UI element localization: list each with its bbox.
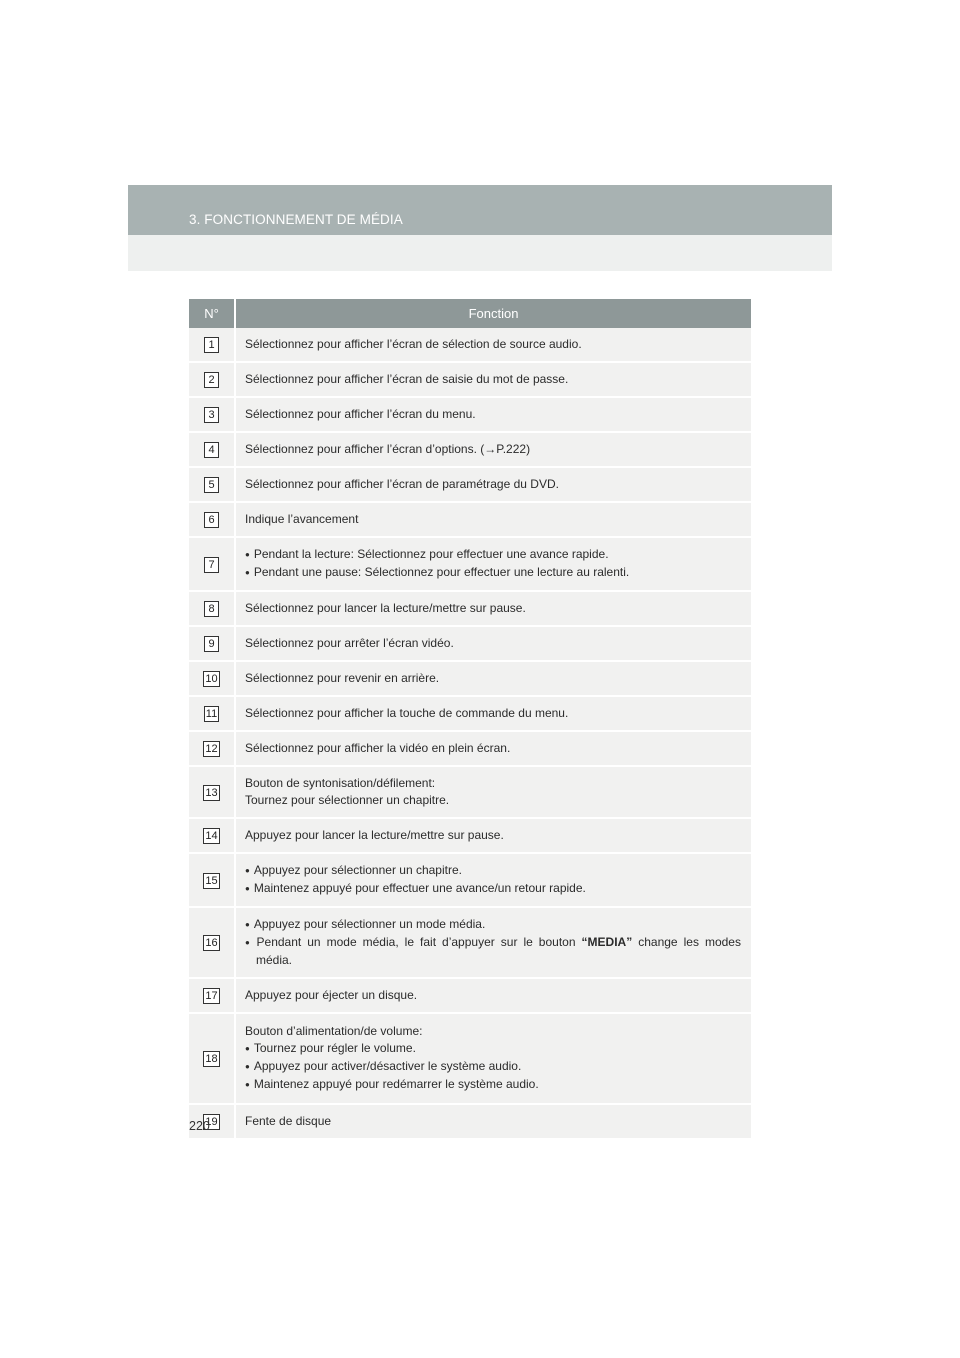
row-bullet: ● Pendant une pause: Sélectionnez pour effectuer une lecture au ralenti. bbox=[245, 564, 741, 582]
row-number-badge: 5 bbox=[204, 477, 219, 493]
row-bullet: ● Maintenez appuyé pour effectuer une avance/un retour rapide. bbox=[245, 880, 741, 898]
row-description: Sélectionnez pour afficher la touche de commande du menu. bbox=[245, 706, 569, 720]
table-row bbox=[189, 626, 751, 661]
table-row bbox=[189, 537, 751, 591]
row-bullet: ● Appuyez pour sélectionner un chapitre. bbox=[245, 862, 741, 880]
row-number-badge: 14 bbox=[205, 830, 218, 842]
table-row bbox=[189, 467, 751, 502]
row-bullet: ● Tournez pour régler le volume. bbox=[245, 1040, 741, 1058]
table-row bbox=[189, 696, 751, 731]
row-description: Sélectionnez pour revenir en arrière. bbox=[245, 671, 440, 685]
media-button-label: “MEDIA” bbox=[581, 935, 633, 949]
table-row bbox=[189, 1013, 751, 1104]
row-bullet bbox=[245, 934, 741, 969]
column-header-number: N° bbox=[189, 299, 235, 328]
table-row bbox=[189, 362, 751, 397]
row-description: Indique l’avancement bbox=[245, 512, 359, 526]
row-description: Fente de disque bbox=[245, 1114, 332, 1128]
row-description: Sélectionnez pour afficher l’écran de paramétrage du DVD. bbox=[245, 477, 559, 491]
row-line: Bouton de syntonisation/défilement: bbox=[245, 776, 436, 790]
row-number-badge: 12 bbox=[205, 743, 218, 755]
row-bullet: ● Maintenez appuyé pour redémarrer le système audio. bbox=[245, 1076, 741, 1094]
row-number-badge: 18 bbox=[205, 1053, 218, 1065]
row-number-badge: 10 bbox=[205, 673, 218, 685]
row-description: Sélectionnez pour afficher l’écran de sélection de source audio. bbox=[245, 337, 582, 351]
table-row bbox=[189, 907, 751, 978]
row-bullet: ● Pendant la lecture: Sélectionnez pour effectuer une avance rapide. bbox=[245, 546, 741, 564]
row-description: Appuyez pour éjecter un disque. bbox=[245, 988, 418, 1002]
table-row bbox=[189, 766, 751, 818]
row-number-badge: 8 bbox=[204, 601, 219, 617]
table-row bbox=[189, 502, 751, 537]
row-description: Sélectionnez pour afficher la vidéo en plein écran. bbox=[245, 741, 511, 755]
row-bullet: ● Appuyez pour sélectionner un mode média. bbox=[245, 916, 741, 934]
row-number-badge: 4 bbox=[204, 442, 219, 458]
header-band bbox=[128, 185, 832, 235]
table-row bbox=[189, 731, 751, 766]
row-number-badge: 13 bbox=[205, 786, 218, 799]
row-number-badge: 3 bbox=[204, 407, 219, 423]
row-description: Sélectionnez pour afficher l’écran du menu. bbox=[245, 407, 476, 421]
row-bullet-text: Pendant un mode média, le fait d’appuyer sur le bouton bbox=[256, 935, 582, 949]
table-header-row bbox=[189, 299, 751, 328]
table-row bbox=[189, 818, 751, 853]
table-row bbox=[189, 661, 751, 696]
table-row bbox=[189, 328, 751, 362]
row-number-badge: 6 bbox=[204, 512, 219, 528]
row-number-badge: 2 bbox=[204, 372, 219, 388]
table-row bbox=[189, 1104, 751, 1139]
row-number-badge: 9 bbox=[204, 636, 219, 652]
row-bullet: ● Appuyez pour activer/désactiver le système audio. bbox=[245, 1058, 741, 1076]
row-description: Sélectionnez pour afficher l’écran d’options. (→P.222) bbox=[245, 442, 531, 456]
row-number-badge: 15 bbox=[205, 874, 218, 887]
row-number-badge: 16 bbox=[205, 937, 218, 949]
row-number-badge: 11 bbox=[205, 708, 218, 720]
table-row bbox=[189, 432, 751, 467]
table-row bbox=[189, 397, 751, 432]
row-number-badge: 17 bbox=[205, 990, 218, 1002]
table-row bbox=[189, 978, 751, 1013]
row-description: Sélectionnez pour afficher l’écran de saisie du mot de passe. bbox=[245, 372, 569, 386]
header-sub-band bbox=[128, 235, 832, 271]
row-description: Appuyez pour lancer la lecture/mettre sur pause. bbox=[245, 828, 504, 842]
row-bullet-text: change les modes média. bbox=[256, 935, 741, 967]
row-line: Bouton d’alimentation/de volume: bbox=[245, 1024, 423, 1038]
row-number-badge: 1 bbox=[204, 337, 219, 353]
row-number-badge: 19 bbox=[205, 1116, 218, 1128]
row-description: Sélectionnez pour arrêter l’écran vidéo. bbox=[245, 636, 454, 650]
section-title: 3. FONCTIONNEMENT DE MÉDIA bbox=[189, 212, 403, 227]
row-line: Tournez pour sélectionner un chapitre. bbox=[245, 793, 450, 807]
table-row bbox=[189, 591, 751, 626]
page-number: 220 bbox=[189, 1119, 210, 1133]
table-row bbox=[189, 853, 751, 907]
column-header-function: Fonction bbox=[235, 299, 751, 328]
function-table bbox=[189, 299, 751, 1140]
row-description: Sélectionnez pour lancer la lecture/mettre sur pause. bbox=[245, 601, 526, 615]
row-number-badge: 7 bbox=[204, 557, 219, 573]
